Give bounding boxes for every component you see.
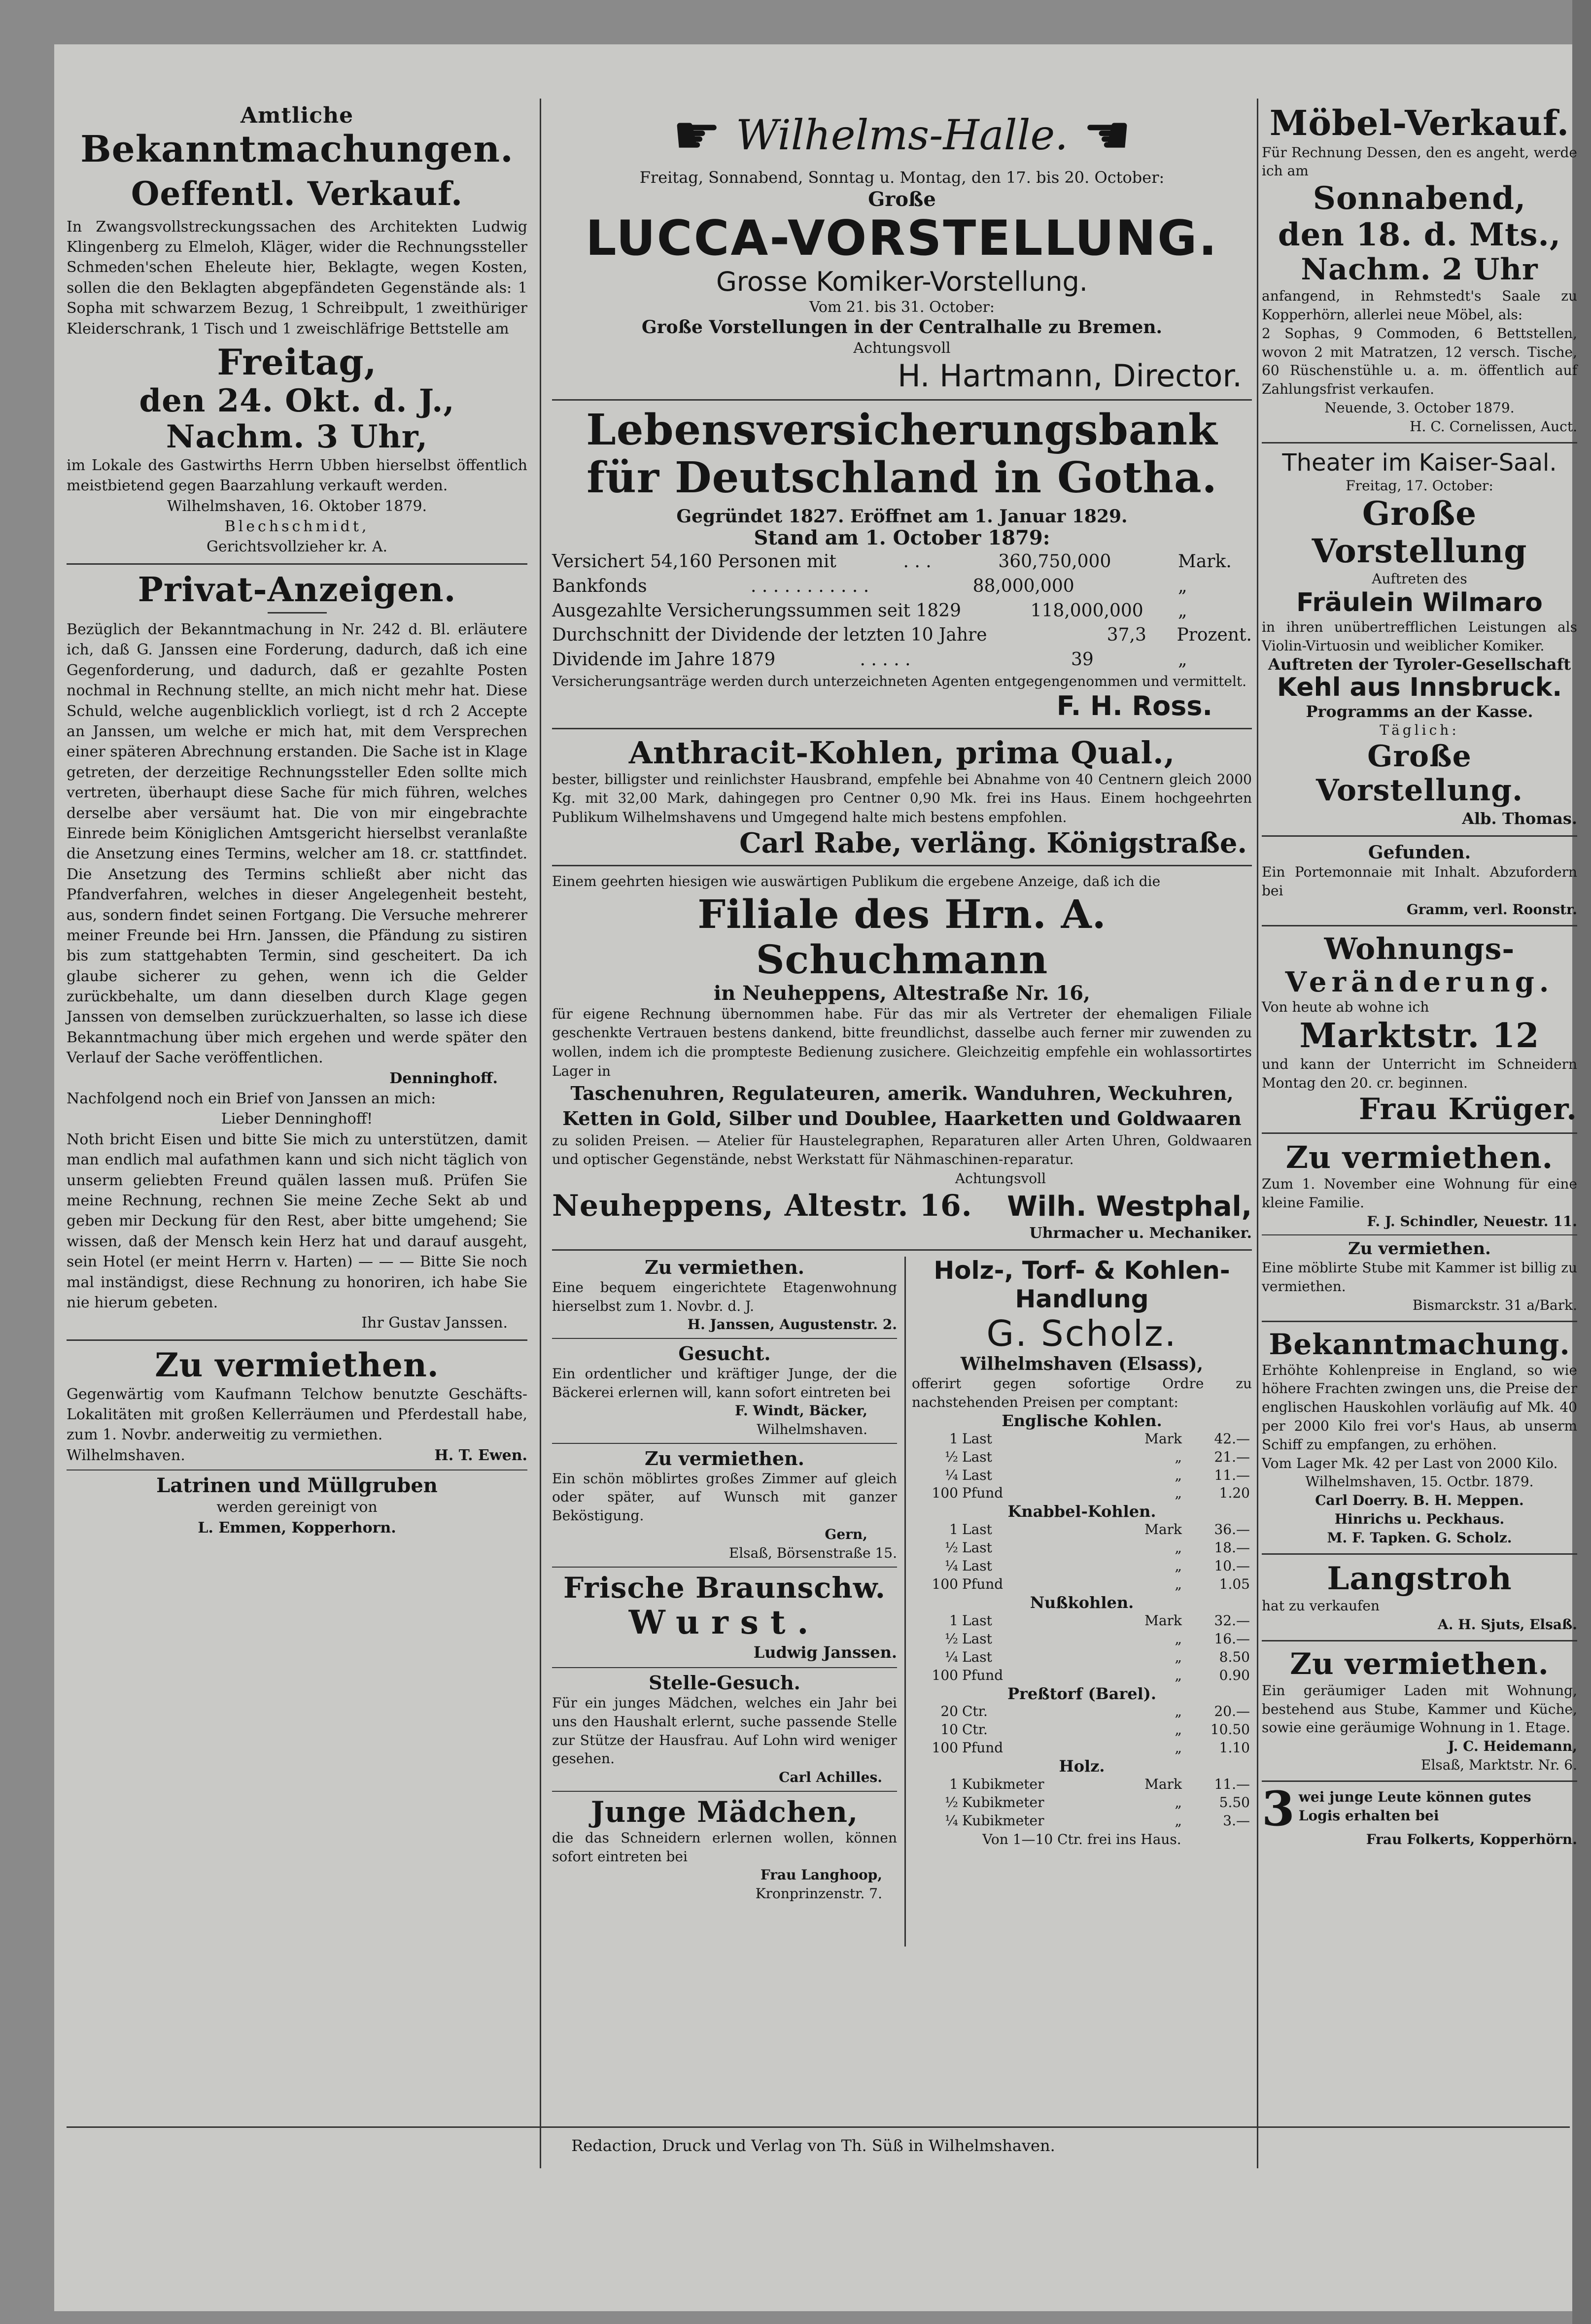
zu-vermiethen-2-title: Zu vermiethen. [1348,1239,1491,1259]
gern-place: Elsaß, Börsenstraße 15. [728,1544,897,1561]
price-row [912,1667,1252,1685]
separator [1262,1780,1577,1782]
figure-value: 118,000,000 [1030,600,1143,621]
price-currency: „ [1175,1448,1182,1465]
price-row [912,1448,1252,1467]
price-row [912,1703,1252,1721]
bekanntmachungen-heading: Bekanntmachungen. [80,128,514,171]
price-currency: Mark [1144,1430,1182,1447]
cornelissen-signature: H. C. Cornelissen, Auct. [1410,418,1577,435]
zu-vermiethen-text: Eine bequem eingerichtete Etagenwohnung hierselbst zum 1. Novbr. d. J. [552,1279,897,1314]
price-amount: 18.— [1214,1539,1250,1556]
gesucht-title: Gesucht. [678,1342,771,1365]
separator [552,865,1252,866]
filiale-intro: Einem geehrten hiesigen wie auswärtigen Publikum die ergebene Anzeige, daß ich die [552,873,1161,890]
moebel-text: Für Rechnung Dessen, den es angeht, werde ich am [1262,144,1577,179]
price-row [912,1557,1252,1575]
logis-text-1: wei junge Leute können gutes [1298,1788,1531,1805]
figure-unit: Mark. [1177,551,1232,572]
zu-vermiethen-title: Zu vermiethen. [155,1345,439,1384]
lebensversicherung-figures [552,549,1252,672]
price-currency: „ [1175,1558,1182,1574]
figure-label: Versichert 54,160 Personen mit [552,551,836,572]
auction-dateline: Wilhelmshaven, 16. Oktober 1879. [167,497,427,515]
price-currency: „ [1175,1740,1182,1756]
bismarckstr-signature: Bismarckstr. 31 a/Bark. [1412,1297,1577,1314]
price-table [912,1703,1252,1757]
price-qty: ¼ [944,1812,958,1829]
privat-text: Bezüglich der Bekanntmachung in Nr. 242 d. Bl. erläutere ich, daß G. Janssen eine Forderung, dadurch, daß ich eine Gegenforderung, und dadurch, daß er gezahlte Posten nochmal in Rechnung stellte, an mich nicht mehr hat. Diese Schuld, welche augenblicklich vorliegt, ist d rch 2 Accepte an Janssen, um welche er mich hat, mit dem Versprechen einer späteren Abrechnung erstanden. Die Sache ist in Klage getreten, der derzeitige Rechnungssteller Eden sollte mich vertreten, überhaupt diese Sache für mich führen, welches derselbe aber versäumt hat. Die von mir eingebrachte Einrede beim Königlichen Amtsgericht hierselbst veranlaßte die Ansetzung eines Termins, welcher am 18. cr. stattfindet. Die Ansetzung des Termins schließt aber nicht das Pfandverfahren, welches in dieser Angelegenheit besteht, aus, sondern findet seinen Fortgang. Die Versuche mehrerer meiner Freunde bei Hrn. Janssen, die Pfändung zu sistiren bis zum stattgehabten Termin, sind gescheitert. Da ich glaube sicherer zu gehen, wenn ich die Gelder zurückbehalte, um dann dieselben durch Klage gegen Janssen von demselben zurückzuerhalten, so lasse ich diese Bekanntmachung über mich ergehen und werde später den Verlauf der Sache veröffentlichen. [67,621,527,1067]
filiale-signature-line [552,1189,1252,1223]
langstroh-title: Langstroh [1327,1560,1512,1597]
price-currency: „ [1175,1648,1182,1665]
gefunden-text: Ein Portemonnaie mit Inhalt. Abzufordern bei [1262,864,1577,899]
price-qty: 1 [949,1612,958,1629]
zu-vermiethen-title: Zu vermiethen. [645,1256,804,1279]
price-row [912,1484,1252,1503]
price-section-title: Preßtorf (Barel). [1007,1684,1157,1703]
price-qty: 1 [949,1521,958,1538]
price-qty: 100 [932,1740,958,1756]
price-unit: Last [962,1467,992,1483]
price-currency: Mark [1144,1776,1182,1793]
gramm-signature: Gramm, verl. Roonstr. [1406,901,1577,918]
price-amount: 1.05 [1219,1576,1250,1593]
privat-anzeigen-heading: Privat-Anzeigen. [138,570,456,610]
moebel-day: Sonnabend, [1313,180,1526,217]
price-amount: 20.— [1214,1703,1250,1720]
zu-vermiethen-signature: H. Janssen, Augustenstr. 2. [687,1316,897,1333]
wilhelms-halle-vom: Vom 21. bis 31. October: [809,298,995,316]
price-row [912,1794,1252,1812]
price-unit: Ctr. [962,1703,988,1720]
price-unit: Last [962,1648,992,1665]
price-unit: Kubikmeter [962,1794,1044,1811]
theater-grosse-vorstellung: Große Vorstellung [1312,494,1527,570]
price-qty: ¼ [944,1648,958,1665]
lebensversicherung-founded: Gegründet 1827. Eröffnet am 1. Januar 1829. [676,506,1128,527]
braunschw-title: Frische Braunschw. [563,1571,886,1605]
price-list [912,1412,1252,1830]
price-qty: ½ [944,1794,958,1811]
price-currency: „ [1175,1721,1182,1738]
latrinen-text: werden gereinigt von [216,1499,378,1516]
ross-signature: F. H. Ross. [1056,690,1212,722]
price-unit: Pfund [962,1740,1003,1756]
anthracit-title: Anthracit-Kohlen, prima Qual., [628,734,1176,771]
price-table [912,1521,1252,1594]
windt-signature: F. Windt, Bäcker, [734,1402,867,1419]
middle-left-subcolumn [552,1257,897,1903]
column-middle [552,103,1252,1947]
langhoop-signature: Frau Langhoop, [760,1867,882,1883]
moebel-text-3: 2 Sophas, 9 Commoden, 6 Bettstellen, wovon 2 mit Matratzen, 12 versch. Tische, 60 Rüschenstühle u. a. m. öffentlich auf Zahlungsfrist verkaufen. [1262,325,1577,398]
price-currency: „ [1175,1667,1182,1683]
theater-tyroler: Auftreten der Tyroler-Gesellschaft [1268,654,1571,674]
scholz-text: offerirt gegen sofortige Ordre zu nachstehenden Preisen per comptant: [912,1375,1252,1411]
moebel-verkauf-title: Möbel-Verkauf. [1269,103,1570,143]
price-qty: 100 [932,1576,958,1593]
theater-text: in ihren unübertrefflichen Leistungen als Violin-Virtuosin und weiblicher Komiker. [1262,619,1577,654]
filiale-place: in Neuheppens, Altestraße Nr. 16, [714,981,1090,1005]
price-amount: 11.— [1214,1467,1250,1483]
bekanntmachung-title: Bekanntmachung. [1269,1327,1570,1361]
zu-vermiethen-signature: H. T. Ewen. [434,1446,527,1464]
price-qty: 1 [949,1430,958,1447]
price-amount: 0.90 [1219,1667,1250,1683]
zu-vermiethen-text: Zum 1. November eine Wohnung für eine kleine Familie. [1262,1176,1577,1211]
filiale-signature-place: Neuheppens, Altestr. 16. [552,1188,972,1223]
zu-vermiethen-signature-line [67,1445,527,1466]
column-divider [540,99,541,2168]
figure-label: Dividende im Jahre 1879 [552,649,776,670]
figure-value: 88,000,000 [972,576,1074,597]
oeffentl-verkauf-text: In Zwangsvollstreckungssachen des Architekten Ludwig Klingenberg zu Elmeloh, Kläger, wider die Rechnungssteller Schmeden'schen Eheleute hier, Beklagte, wegen Kosten, sollen die den Beklagten abgepfändeten Gegenstände als: 1 Sopha mit schwarzem Bezug, 1 Schreibpult, 1 zweithüriger Kleiderschrank, 1 Tisch und 1 zweischläfrige Bettstelle am [67,218,527,338]
holz-handlung-title: Holz-, Torf- & Kohlen-Handlung [934,1256,1230,1313]
figure-unit: „ [1177,600,1187,621]
price-table [912,1612,1252,1685]
newspaper-page [54,44,1577,2311]
wohnung-text-2: und kann der Unterricht im Schneidern Montag den 20. cr. beginnen. [1262,1056,1577,1091]
price-qty: ½ [944,1539,958,1556]
price-amount: 10.50 [1210,1721,1250,1738]
wohnungs-title: Wohnungs- [1324,931,1515,966]
bekanntmachung-signature-2: Hinrichs u. Peckhaus. [1334,1510,1505,1527]
price-amount: 42.— [1214,1430,1250,1447]
letter-salute: Lieber Denninghoff! [221,1110,373,1128]
amtliche-heading: Amtliche [240,103,354,128]
figure-label: Durchschnitt der Dividende der letzten 10 Jahre [552,625,987,646]
komiker-vorstellung: Grosse Komiker-Vorstellung. [716,266,1088,297]
wilhelms-halle-achtung: Achtungsvoll [853,339,951,357]
zu-vermiethen-title: Zu vermiethen. [1285,1139,1554,1175]
price-row [912,1575,1252,1594]
footer-rule [67,2126,1570,2128]
separator [67,563,527,565]
price-section-title: Holz. [1059,1757,1105,1776]
price-row [912,1721,1252,1739]
bekanntmachung-text: Erhöhte Kohlenpreise in England, so wie höhere Frachten zwingen uns, die Preise der englischen Hauskohlen vorläufig auf Mk. 40 per 2000 Kilo frei vor's Haus, ab unserm Schiff zu empfangen, zu erhöhen. [1262,1362,1577,1453]
separator [1262,1553,1577,1555]
price-amount: 5.50 [1219,1794,1250,1811]
column-divider [1257,99,1258,2168]
price-qty: 1 [949,1776,958,1793]
price-qty: ¼ [944,1558,958,1574]
stelle-gesuch-text: Für ein junges Mädchen, welches ein Jahr bei uns den Haushalt erlernt, suche passende Stelle zur Stütze der Hausfrau. Auf Lohn wird weniger gesehen. [552,1695,897,1767]
achilles-signature: Carl Achilles. [779,1769,882,1786]
figure-row [552,549,1252,574]
price-row [912,1739,1252,1757]
price-qty: ¼ [944,1467,958,1483]
price-unit: Last [962,1521,992,1538]
price-row [912,1521,1252,1539]
auction-date: den 24. Okt. d. J., [139,382,455,419]
theater-date: Freitag, 17. October: [1346,477,1493,494]
figure-row [552,648,1252,672]
separator [67,1339,527,1341]
price-section-title: Nußkohlen. [1030,1593,1134,1612]
imprint-footer: Redaction, Druck und Verlag von Th. Süß in Wilhelmshaven. [571,2136,1055,2155]
moebel-time: Nachm. 2 Uhr [1301,252,1538,287]
separator [1262,1640,1577,1641]
separator [552,1338,897,1339]
filiale-text-2: zu soliden Preisen. — Atelier für Haustelegraphen, Reparaturen aller Arten Uhren, Goldwaaren und optischer Gegenstände, nebst Werkstatt für Nähmaschinen-reparatur. [552,1132,1252,1168]
denninghoff-signature: Denninghoff. [389,1069,498,1087]
figure-value: 360,750,000 [998,551,1111,572]
zu-vermiethen-text: Gegenwärtig vom Kaufmann Telchow benutzte Geschäfts-Lokalitäten mit großen Kellerräumen und Pferdestall habe, zum 1. Novbr. anderweitig zu vermiethen. [67,1385,527,1444]
moebel-dateline: Neuende, 3. October 1879. [1324,400,1515,416]
separator [552,1791,897,1792]
figure-row [552,599,1252,623]
price-row [912,1539,1252,1557]
auction-day: Freitag, [217,341,377,383]
theater-auftreten: Auftreten des [1372,571,1467,587]
krueger-signature: Frau Krüger. [1358,1092,1577,1127]
price-amount: 8.50 [1219,1648,1250,1665]
separator [1262,442,1577,444]
price-currency: Mark [1144,1612,1182,1629]
wilhelms-halle-dates: Freitag, Sonnabend, Sonntag u. Montag, den 17. bis 20. October: [639,168,1165,187]
lebensversicherung-title: Lebensversicherungsbank für Deutschland in Gotha. [586,405,1218,503]
wurst-title: Wurst. [628,1603,821,1642]
junge-maedchen-text: die das Schneidern erlernen wollen, können sofort eintreten bei [552,1829,897,1865]
wohnung-text: Von heute ab wohne ich [1262,999,1429,1016]
anthracit-text: bester, billigster und reinlichster Hausbrand, empfehle bei Abnahme von 40 Centnern gleich 2000 Kg. mit 32,00 Mark, dahingegen pro Centner 0,90 Mk. frei ins Haus. Einem hochgeehrten Publikum Wilhelmshavens und Umgegend halte mich bestens empfohlen. [552,771,1252,826]
filiale-goods: Taschenuhren, Regulateuren, amerik. Wanduhren, Weckuhren, Ketten in Gold, Silber und Doublee, Haarketten und Goldwaaren [562,1082,1242,1130]
price-qty: 100 [932,1667,958,1683]
separator [1262,1321,1577,1322]
auction-time: Nachm. 3 Uhr, [166,418,428,456]
theater-performer: Fräulein Wilmaro [1296,588,1543,618]
westphal-title: Uhrmacher u. Mechaniker. [1029,1224,1252,1242]
price-amount: 10.— [1214,1558,1250,1574]
lebensversicherung-note: Versicherungsanträge werden durch unterzeichneten Agenten entgegengenommen und vermittelt. [552,673,1247,689]
auction-signature-title: Gerichtsvollzieher kr. A. [206,538,388,556]
bekanntmachung-text-2: Vom Lager Mk. 42 per Last von 2000 Kilo. [1262,1455,1558,1471]
folkerts-signature: Frau Folkerts, Kopperhörn. [1366,1831,1577,1848]
zu-vermiethen-3-title: Zu vermiethen. [1290,1646,1549,1681]
filiale-achtung: Achtungsvoll [955,1170,1046,1187]
lebensversicherung-stand: Stand am 1. October 1879: [754,526,1050,550]
price-currency: „ [1175,1576,1182,1593]
price-row [912,1776,1252,1794]
price-currency: „ [1175,1703,1182,1720]
zu-vermiethen-place: Wilhelmshaven. [67,1446,185,1464]
scholz-place: Wilhelmshaven (Elsass), [960,1353,1204,1374]
price-currency: „ [1175,1467,1182,1483]
moebel-date: den 18. d. Mts., [1278,216,1561,253]
price-currency: „ [1175,1485,1182,1502]
auction-place-text: im Lokale des Gastwirths Herrn Ubben hierselbst öffentlich meistbietend gegen Baarzahlung verkauft werden. [67,456,527,495]
figure-label: Ausgezahlte Versicherungssummen seit 1829 [552,600,961,621]
holz-note: Von 1—10 Ctr. frei ins Haus. [982,1831,1181,1847]
wilhelms-halle-title: Wilhelms-Halle. [736,111,1068,159]
price-unit: Pfund [962,1667,1003,1683]
theater-kehl: Kehl aus Innsbruck. [1277,673,1562,703]
sjuts-signature: A. H. Sjuts, Elsaß. [1438,1616,1577,1633]
thomas-signature: Alb. Thomas. [1462,809,1577,828]
price-unit: Pfund [962,1576,1003,1593]
price-qty: ½ [944,1448,958,1465]
zu-vermiethen-3-text: Ein geräumiger Laden mit Wohnung, bestehend aus Stube, Kammer und Küche, sowie eine geräumige Wohnung in 1. Etage. [1262,1682,1577,1736]
pointing-hand-icon: ☛ [672,103,722,167]
column-right [1262,103,1577,1849]
theater-grosse-vorstellung-2: Große Vorstellung. [1315,739,1523,808]
price-row [912,1467,1252,1485]
zu-vermiethen-2-text: Ein schön möblirtes großes Zimmer auf gleich oder später, auf Wunsch mit ganzer Beköstigung. [552,1470,897,1524]
wilhelms-halle-grosse: Große [868,188,936,211]
price-amount: 21.— [1214,1448,1250,1465]
price-currency: „ [1175,1794,1182,1811]
price-unit: Ctr. [962,1721,988,1738]
latrinen-title: Latrinen und Müllgruben [156,1474,438,1498]
letter-signature: Ihr Gustav Janssen. [361,1314,508,1332]
windt-place: Wilhelmshaven. [757,1421,867,1438]
price-currency: „ [1175,1539,1182,1556]
centralhalle-bremen: Große Vorstellungen in der Centralhalle zu Bremen. [641,317,1163,338]
figure-row [552,574,1252,599]
price-unit: Kubikmeter [962,1776,1044,1793]
stelle-gesuch-title: Stelle-Gesuch. [649,1672,800,1694]
bekanntmachung-signature-1: Carl Doerry. B. H. Meppen. [1315,1492,1524,1509]
price-row [912,1812,1252,1830]
auction-signature: Blechschmidt, [224,518,370,536]
price-row [912,1630,1252,1648]
letter-intro: Nachfolgend noch ein Brief von Janssen an mich: [67,1090,436,1108]
wilhelms-halle-header [552,103,1252,167]
gefunden-title: Gefunden. [1368,842,1471,863]
price-amount: 36.— [1214,1521,1250,1538]
separator [552,728,1252,729]
figure-value: 37,3 [1107,625,1146,646]
logis-body [1299,1788,1531,1825]
rabe-signature: Carl Rabe, verläng. Königstraße. [739,826,1247,859]
price-amount: 1.20 [1219,1485,1250,1502]
price-unit: Last [962,1539,992,1556]
bekanntmachung-dateline: Wilhelmshaven, 15. Octbr. 1879. [1305,1473,1534,1490]
schindler-signature: F. J. Schindler, Neuestr. 11. [1367,1213,1577,1230]
separator [268,612,327,614]
bekanntmachung-signature-3: M. F. Tapken. G. Scholz. [1327,1529,1512,1546]
figure-unit: Prozent. [1176,625,1252,646]
figure-dots: . . . . . . . . . . . [750,576,869,597]
figure-row [552,623,1252,648]
heidemann-signature: J. C. Heidemann, [1448,1738,1577,1755]
price-unit: Last [962,1430,992,1447]
subcolumn-divider [904,1257,906,1947]
latrinen-signature: L. Emmen, Kopperhorn. [198,1519,396,1537]
filiale-text: für eigene Rechnung übernommen habe. Für das mir als Vertreter der ehemaligen Filiale geschenkte Vertrauen bestens dankend, bitte freundlichst, dasselbe auch ferner mir zuwenden zu wollen, indem ich die prompteste Bedienung zusichere. Gleichzeitig empfehle ein wohlassortirtes Lager in [552,1005,1252,1079]
price-row [912,1430,1252,1448]
price-qty: 10 [940,1721,958,1738]
price-table [912,1430,1252,1503]
gesucht-text: Ein ordentlicher und kräftiger Junge, der die Bäckerei erlernen will, kann sofort eintreten bei [552,1365,897,1401]
separator [1262,925,1577,926]
westphal-signature: Wilh. Westphal, [1007,1190,1252,1223]
figure-label: Bankfonds [552,576,647,597]
scholz-name: G. Scholz. [986,1313,1177,1355]
figure-unit: „ [1178,576,1187,597]
ludwig-janssen-signature: Ludwig Janssen. [753,1643,897,1662]
price-row [912,1648,1252,1667]
price-amount: 3.— [1223,1812,1250,1829]
separator [1262,835,1577,837]
figure-dots: . . . . . [860,649,911,670]
logis-drop-cap: 3 [1262,1780,1295,1837]
price-unit: Last [962,1558,992,1574]
price-amount: 32.— [1214,1612,1250,1629]
price-table [912,1776,1252,1830]
price-currency: Mark [1144,1521,1182,1538]
wohnung-address: Marktstr. 12 [1299,1016,1540,1056]
middle-split-section [552,1257,1252,1947]
figure-dots: . . . [903,551,932,572]
separator [1262,1132,1577,1134]
column-left [67,103,527,1538]
price-currency: „ [1175,1812,1182,1829]
theater-taeglich: Täglich: [1380,722,1459,738]
pointing-hand-icon: ☛ [1082,103,1132,167]
separator [552,1249,1252,1251]
separator [552,1567,897,1568]
theater-title: Theater im Kaiser-Saal. [1282,448,1557,477]
price-amount: 11.— [1214,1776,1250,1793]
lucca-vorstellung-title: LUCCA-VORSTELLUNG. [586,210,1218,267]
price-section-title: Knabbel-Kohlen. [1007,1502,1156,1521]
veraenderung-title: Veränderung. [1285,965,1554,998]
oeffentl-verkauf-title: Oeffentl. Verkauf. [131,174,463,213]
price-amount: 16.— [1214,1630,1250,1647]
price-qty: 100 [932,1485,958,1502]
price-unit: Last [962,1448,992,1465]
theater-programme: Programms an der Kasse. [1306,702,1533,721]
price-unit: Kubikmeter [962,1812,1044,1829]
price-unit: Last [962,1630,992,1647]
figure-value: 39 [1071,649,1094,670]
middle-right-subcolumn [912,1257,1252,1849]
separator [552,399,1252,401]
figure-unit: „ [1177,649,1187,670]
langhoop-place: Kronprinzenstr. 7. [755,1885,882,1902]
separator [552,1667,897,1668]
logis-text-2: Logis erhalten bei [1298,1807,1439,1824]
separator [1262,1234,1577,1235]
price-qty: 20 [940,1703,958,1720]
separator [552,1443,897,1444]
price-qty: ½ [944,1630,958,1647]
moebel-text-2: anfangend, in Rehmstedt's Saale zu Kopperhörn, allerlei neue Möbel, als: [1262,288,1577,323]
hartmann-signature: H. Hartmann, Director. [898,358,1242,394]
heidemann-place: Elsaß, Marktstr. Nr. 6. [1421,1756,1577,1773]
gern-signature: Gern, [825,1526,867,1543]
filiale-title: Filiale des Hrn. A. Schuchmann [697,890,1107,983]
langstroh-text: hat zu verkaufen [1262,1598,1380,1614]
zu-vermiethen-2-title: Zu vermiethen. [645,1447,804,1470]
price-amount: 1.10 [1219,1740,1250,1756]
price-unit: Last [962,1612,992,1629]
price-currency: „ [1175,1630,1182,1647]
zu-vermiethen-2-text: Eine möblirte Stube mit Kammer ist billig zu vermiethen. [1262,1260,1577,1295]
logis-ad [1262,1780,1577,1837]
letter-text: Noth bricht Eisen und bitte Sie mich zu unterstützen, damit man endlich mal aufathmen kann und sich nicht täglich von unserm geliebten Freund quälen lassen muß. Prüfen Sie meine Rechnung, rechnen Sie meine Zeche Sekt ab und geben mir Deckung für den Rest, aber bitte umgehend; Sie wissen, daß der Mensch kein Herz hat und darauf ausgeht, sein Hotel (er meint Herrn v. Harten) — — — Bitte Sie noch mal inständigst, diese Rechnung zu honoriren, ich habe Sie nie hierum gebeten. [67,1130,527,1311]
price-unit: Pfund [962,1485,1003,1502]
price-row [912,1612,1252,1630]
price-section-title: Englische Kohlen. [1002,1411,1162,1430]
junge-maedchen-title: Junge Mädchen, [590,1795,859,1829]
